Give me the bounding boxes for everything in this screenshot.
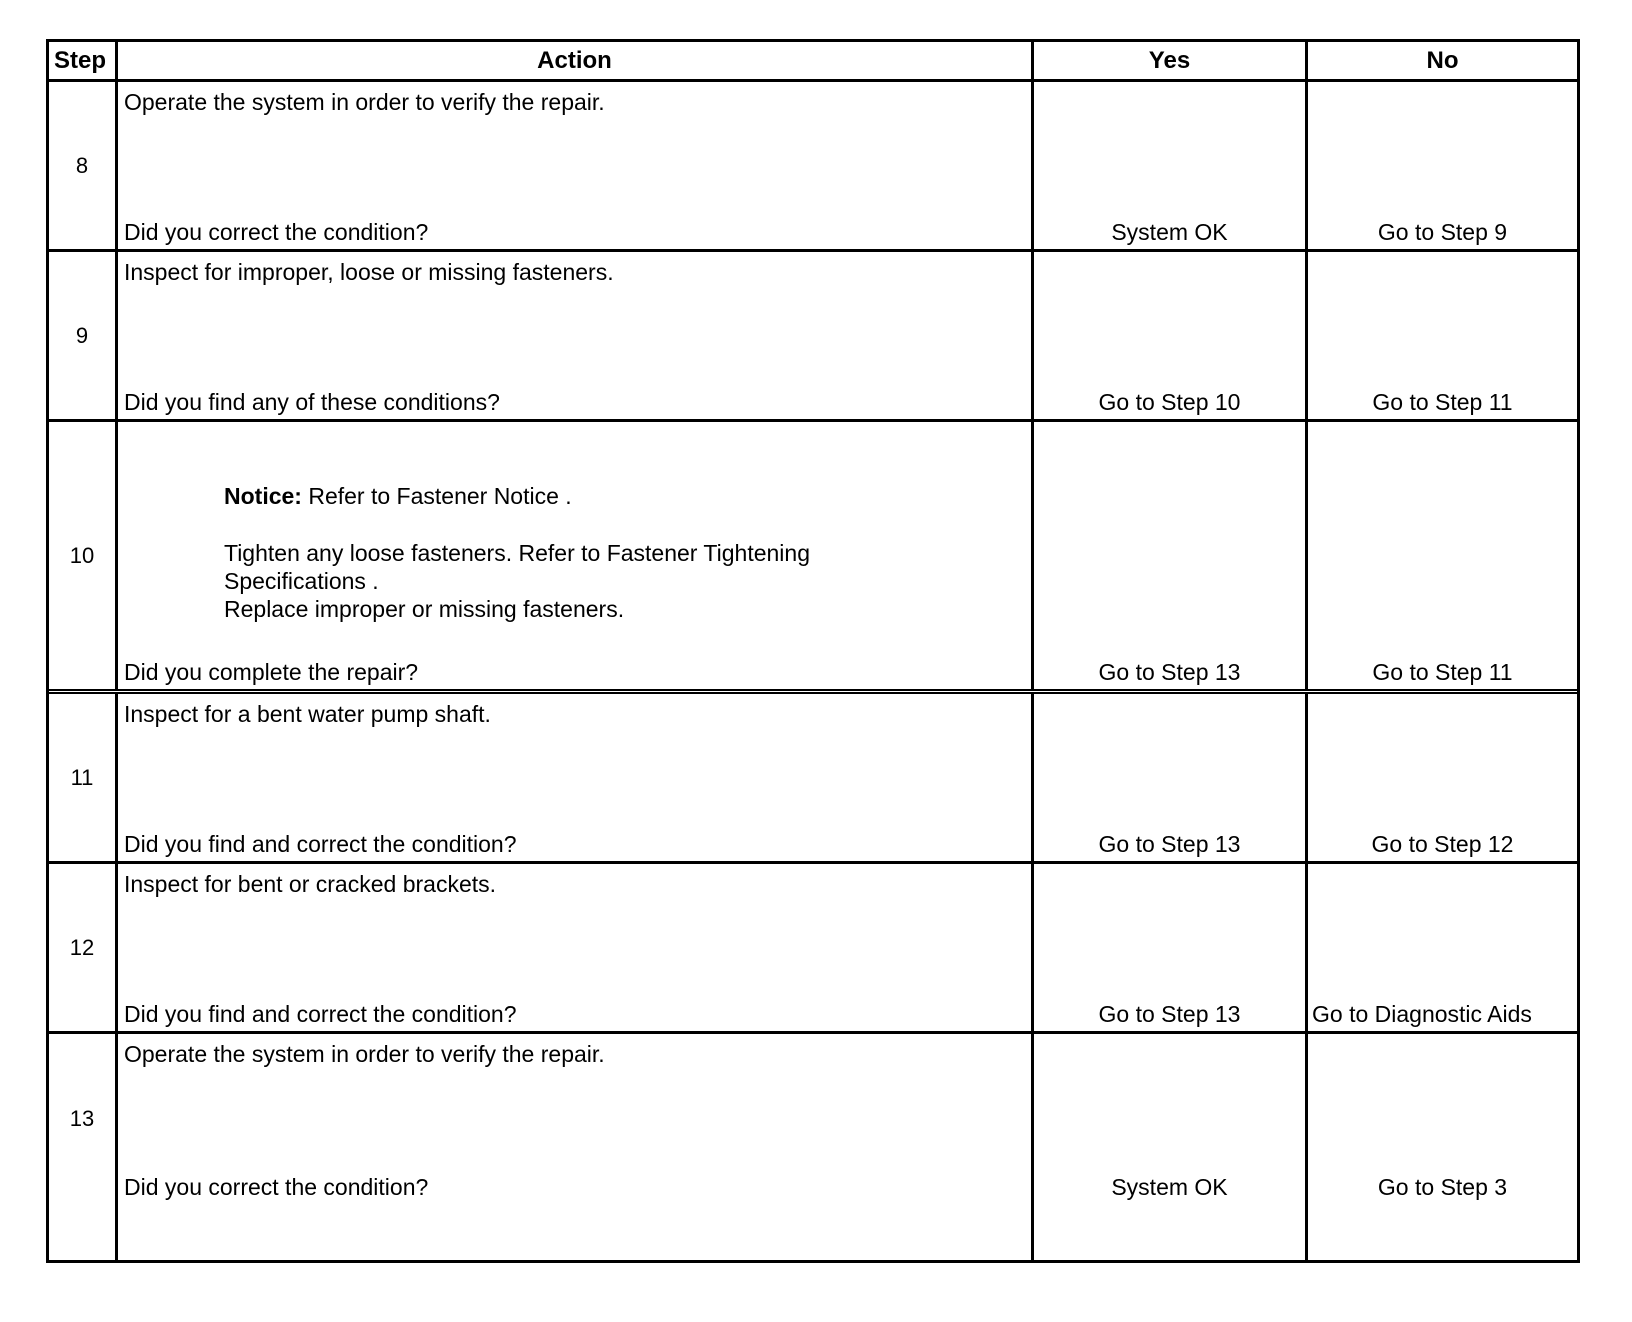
yes-result: Go to Step 13: [1098, 831, 1241, 857]
action-text: Operate the system in order to verify the repair.: [124, 89, 605, 115]
step-number: 13: [69, 1106, 95, 1131]
yes-result: System OK: [1111, 219, 1228, 245]
yes-cell: [1031, 694, 1305, 861]
action-text: Inspect for improper, loose or missing fasteners.: [124, 259, 614, 285]
action-question: Did you find any of these conditions?: [124, 389, 500, 415]
step-number: 9: [75, 322, 89, 348]
yes-cell: [1031, 864, 1305, 1031]
no-result: Go to Diagnostic Aids: [1312, 1001, 1532, 1027]
step-number: 11: [70, 764, 94, 790]
yes-cell: [1031, 1034, 1305, 1260]
yes-result: Go to Step 13: [1098, 1001, 1241, 1027]
step-number: 10: [69, 542, 95, 568]
header-yes: Yes: [1031, 42, 1305, 79]
no-cell: [1305, 252, 1577, 419]
instruction-tighten-cont: Specifications .: [224, 568, 379, 594]
action-text: Operate the system in order to verify the repair.: [124, 1041, 605, 1067]
action-cell: [115, 1034, 1031, 1260]
yes-result: Go to Step 13: [1098, 659, 1241, 685]
yes-cell: [1031, 82, 1305, 249]
action-question: Did you correct the condition?: [124, 219, 429, 245]
action-cell: [115, 82, 1031, 249]
action-question: Did you find and correct the condition?: [124, 831, 517, 857]
yes-cell: [1031, 252, 1305, 419]
header-step: Step: [54, 47, 107, 74]
no-result: Go to Step 12: [1371, 831, 1514, 857]
header-action: Action: [115, 42, 1031, 79]
action-cell: [115, 422, 1031, 689]
action-cell: [115, 252, 1031, 419]
table-row-step-13: [49, 1034, 1577, 1260]
table-row-step-8: [49, 82, 1577, 252]
no-cell: [1305, 422, 1577, 689]
table-row-step-9: [49, 252, 1577, 422]
action-question: Did you correct the condition?: [124, 1174, 429, 1200]
no-cell: [1305, 864, 1577, 1031]
no-cell: [1305, 694, 1577, 861]
instruction-tighten: Tighten any loose fasteners. Refer to Fastener Tightening: [224, 540, 810, 566]
notice-line: [224, 482, 810, 510]
action-cell: [115, 694, 1031, 861]
action-cell: [115, 864, 1031, 1031]
no-result: Go to Step 9: [1377, 219, 1508, 245]
action-text: Inspect for bent or cracked brackets.: [124, 871, 497, 897]
action-text: Inspect for a bent water pump shaft.: [124, 701, 491, 727]
action-question: Did you find and correct the condition?: [124, 1001, 517, 1027]
table-row-step-11: [49, 694, 1577, 864]
step-number: 12: [69, 934, 95, 960]
yes-result: System OK: [1111, 1174, 1228, 1200]
diagnostic-table: [46, 39, 1580, 1263]
yes-cell: [1031, 422, 1305, 689]
notice-block: [224, 482, 810, 623]
yes-result: Go to Step 10: [1098, 389, 1241, 415]
step-number: 8: [75, 152, 89, 178]
no-result: Go to Step 11: [1372, 659, 1513, 685]
no-cell: [1305, 82, 1577, 249]
table-row-step-10: [49, 422, 1577, 694]
notice-text: Refer to Fastener Notice .: [301, 483, 572, 509]
no-result: Go to Step 11: [1372, 389, 1513, 415]
instruction-replace: Replace improper or missing fasteners.: [224, 596, 625, 622]
table-header-row: [49, 42, 1577, 82]
action-question: Did you complete the repair?: [124, 659, 419, 685]
notice-label: Notice:: [224, 483, 302, 509]
no-cell: [1305, 1034, 1577, 1260]
no-result: Go to Step 3: [1377, 1174, 1508, 1200]
table-row-step-12: [49, 864, 1577, 1034]
header-no: No: [1305, 42, 1577, 79]
